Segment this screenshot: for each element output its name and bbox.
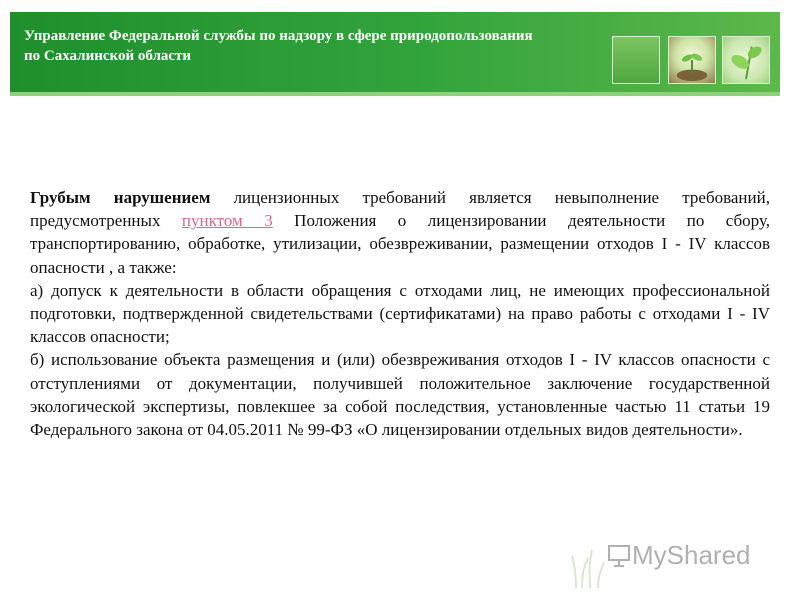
paragraph-main	[30, 186, 770, 279]
paragraph-main-text-2: Положения о лицензировании деятельности по сбору, транспортированию, обработке, утилизации, обезвреживании, размещении отходов I - IV классов опасности , а также:	[30, 211, 770, 277]
header-divider	[10, 92, 780, 96]
presentation-logo-icon	[606, 542, 632, 568]
paragraph-item-b: б) использование объекта размещения и (или) обезвреживания отходов I - IV классов опасности с отступлениями от документации, получившей положительное заключение государственной экологической экспертизы, повлекшее за собой последствия, установленные частью 11 статьи 19 Федерального закона от 04.05.2011 № 99-ФЗ «О лицензировании отдельных видов деятельности».	[30, 350, 770, 440]
paragraph-item-a: а) допуск к деятельности в области обращения с отходами лиц, не имеющих профессиональной подготовки, подтвержденной свидетельствами (сертификатами) на право работы с отходами I - IV классов опасности;	[30, 280, 770, 347]
paragraph-main-text-1: лицензионных требований является невыполнение требований, предусмотренных	[30, 188, 770, 231]
slide-body-text	[30, 186, 770, 441]
slide-title-line-2: по Сахалинской области	[24, 48, 192, 64]
bold-term: Грубым нарушением	[30, 188, 211, 207]
seedling-photo-icon	[668, 36, 716, 84]
sprout-leaf-photo-icon	[722, 36, 770, 84]
clause-3-link[interactable]: пунктом 3	[181, 211, 273, 231]
green-square-thumbnail	[612, 36, 660, 84]
watermark-text: MyShared	[632, 540, 751, 570]
watermark	[570, 528, 790, 588]
slide-title	[24, 26, 594, 66]
slide-title-line-1: Управление Федеральной службы по надзору в сфере природопользования	[24, 28, 533, 44]
